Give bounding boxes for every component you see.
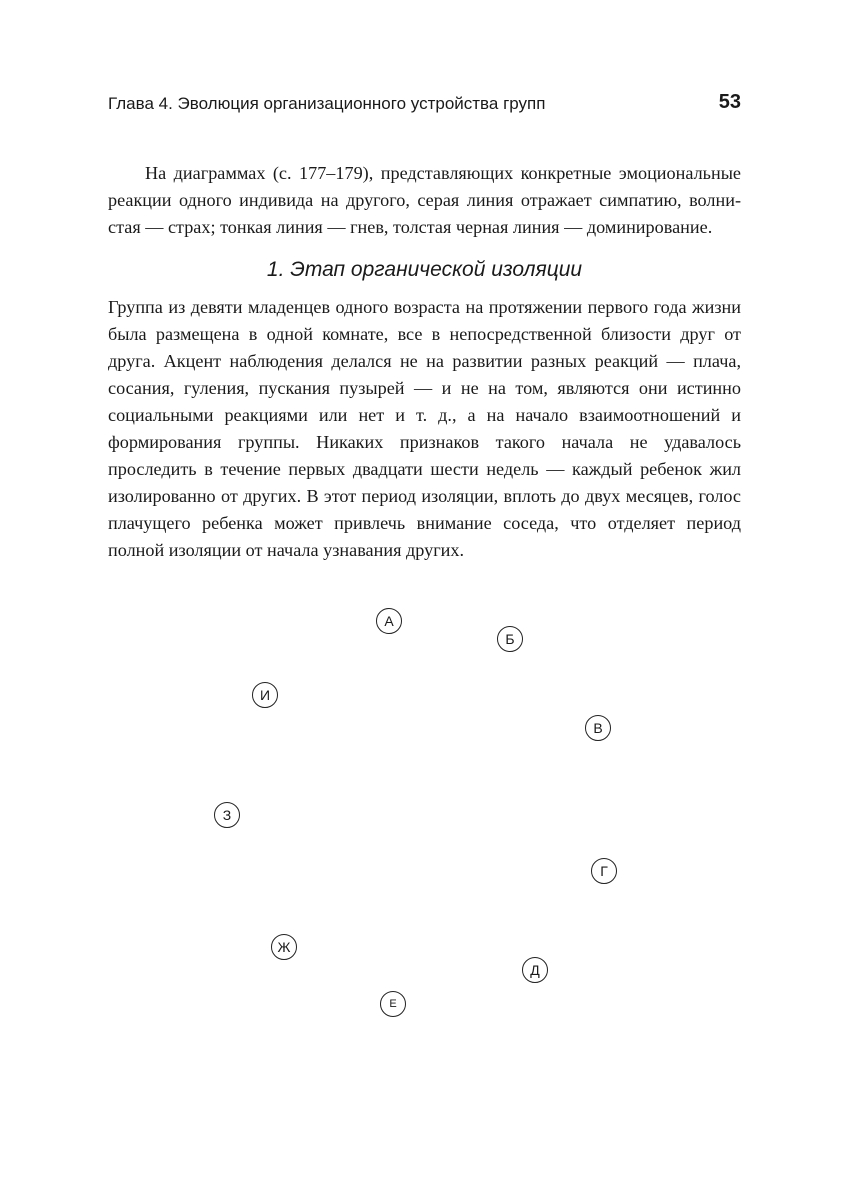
node-label: Д	[530, 962, 540, 978]
node-label: З	[222, 807, 232, 823]
diagram-node-v	[585, 715, 611, 741]
node-label: Г	[600, 863, 608, 879]
diagram-node-a	[376, 608, 402, 634]
section-paragraph: Группа из девяти младенцев одного возраста на протяжении первого года жизни была размещена в одной комнате, все в непосредственной близости друг от друга. Акцент наблюдения делался не на развитии разных реакций — плача, сосания, гуления, пускания пузырей — и не на том, являются они истинно социальными реакциями или нет и т. д., а на начало взаимоотношений и формирования группы. Никаких признаков такого начала не удавалось проследить в течение первых двадцати шести недель — каждый ребенок жил изолированно от других. В этот период изоляции, вплоть до двух месяцев, голос плачущего ребенка может привлечь внимание соседа, что отделяет период полной изоляции от начала узнавания других.	[108, 297, 741, 560]
section-heading: 1. Этап органической изоляции	[266, 258, 583, 281]
node-label: Б	[505, 631, 515, 647]
intro-paragraph: На диаграммах (с. 177–179), представляющих конкретные эмоциональные реакции одного индивида на другого, серая линия отражает симпатию, волнистая — страх; тонкая линия — гнев, толстая черная линия — доминирование.	[108, 163, 741, 237]
node-label: В	[593, 720, 603, 736]
running-header: Глава 4. Эволюция организационного устройства групп	[108, 94, 546, 113]
diagram-node-z	[214, 802, 240, 828]
diagram-node-b	[497, 626, 523, 652]
isolation-diagram	[0, 580, 849, 1040]
diagram-node-g	[591, 858, 617, 884]
node-label: Ж	[277, 939, 291, 955]
diagram-node-i	[252, 682, 278, 708]
diagram-node-zh	[271, 934, 297, 960]
diagram-node-d	[522, 957, 548, 983]
page-number: 53	[718, 91, 741, 113]
node-label: А	[384, 613, 394, 629]
node-label: И	[259, 687, 271, 703]
node-label: Е	[389, 997, 397, 1010]
diagram-node-e	[380, 991, 406, 1017]
